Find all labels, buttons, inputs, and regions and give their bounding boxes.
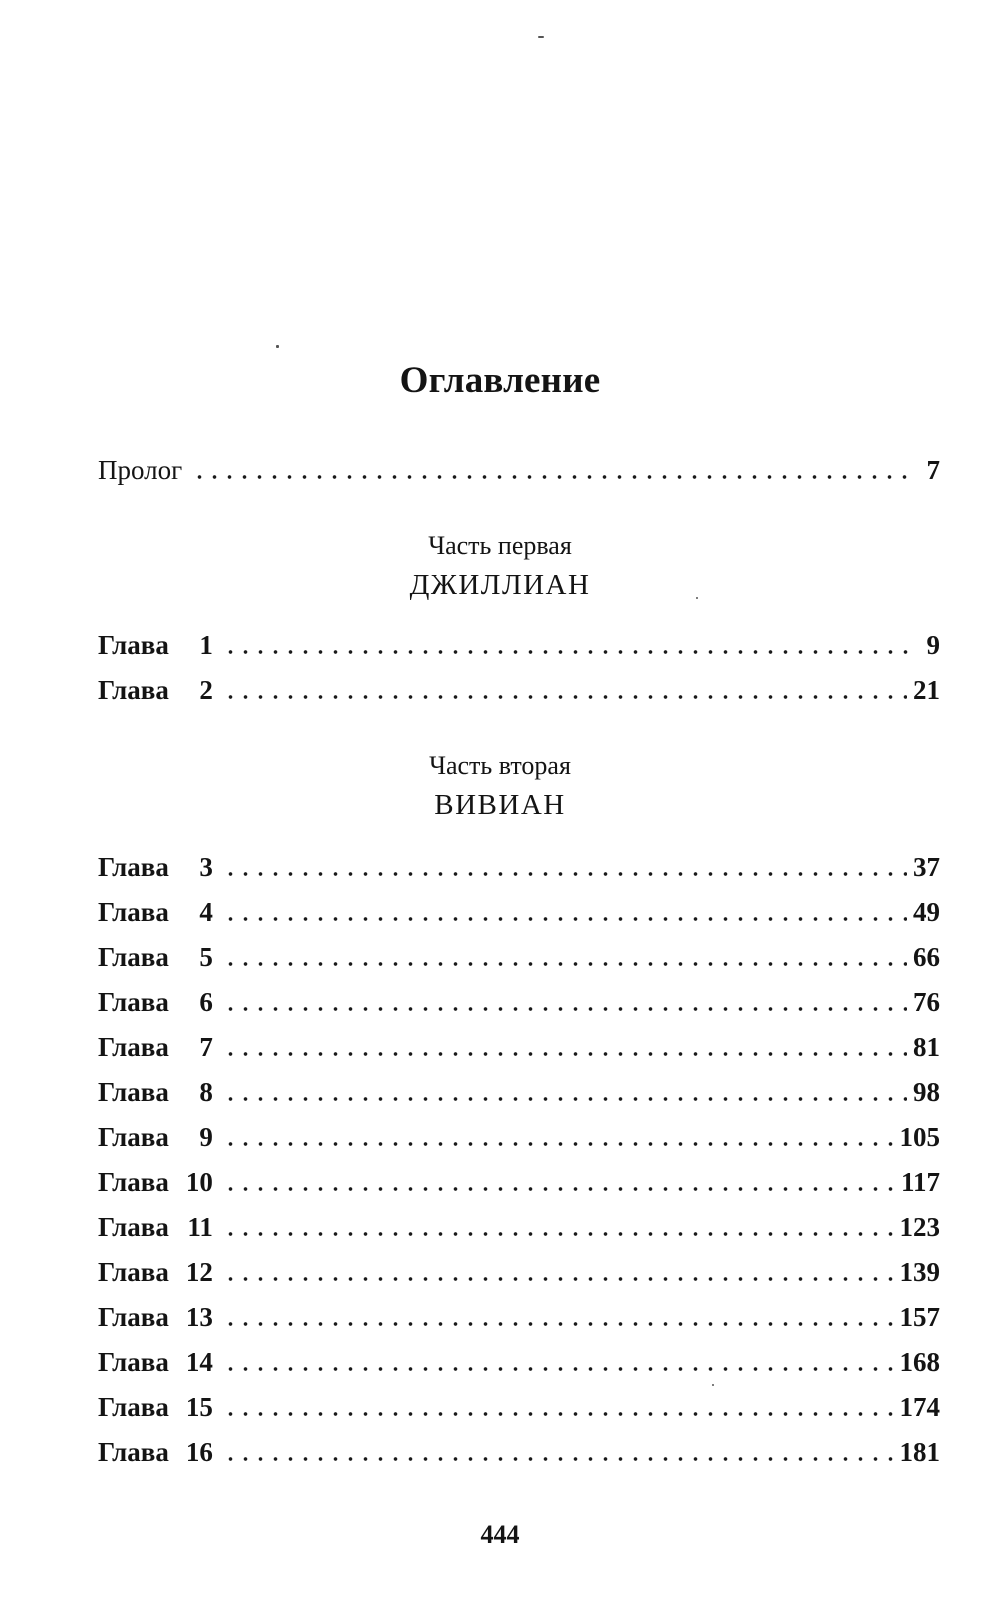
part-name: ВИВИАН bbox=[434, 789, 566, 821]
chapter-number: 3 bbox=[199, 852, 213, 882]
chapter-word: Глава bbox=[98, 987, 169, 1017]
toc-entry-chapter bbox=[98, 1385, 940, 1421]
toc-entry-label bbox=[98, 1169, 213, 1196]
toc-entry-label bbox=[98, 944, 213, 971]
dot-leader bbox=[223, 1187, 895, 1191]
chapter-word: Глава bbox=[98, 675, 169, 705]
part-name: ДЖИЛЛИАН bbox=[409, 569, 591, 601]
dot-leader bbox=[223, 1007, 907, 1011]
chapter-word: Глава bbox=[98, 1437, 169, 1467]
toc-entry-chapter bbox=[98, 1070, 940, 1106]
toc-entry-label bbox=[98, 854, 213, 881]
toc-entry-chapter bbox=[98, 935, 940, 971]
chapter-word: Глава bbox=[98, 942, 169, 972]
dot-leader bbox=[223, 1322, 894, 1326]
toc-entry-label bbox=[98, 899, 213, 926]
dot-leader bbox=[223, 1412, 894, 1416]
scan-speck bbox=[276, 345, 279, 348]
dot-leader bbox=[192, 475, 912, 479]
chapter-number: 12 bbox=[185, 1257, 213, 1287]
toc-entry-page: 168 bbox=[899, 1347, 940, 1377]
toc-entry-chapter bbox=[98, 845, 940, 881]
chapter-number: 15 bbox=[185, 1392, 213, 1422]
toc-entry-label bbox=[98, 677, 213, 704]
toc-entry-page: 139 bbox=[899, 1257, 940, 1287]
toc-entry-chapter bbox=[98, 1250, 940, 1286]
chapter-word: Глава bbox=[98, 1167, 169, 1197]
toc-entry-page: 21 bbox=[913, 675, 940, 705]
chapter-word: Глава bbox=[98, 897, 169, 927]
dot-leader bbox=[223, 917, 907, 921]
chapter-number: 6 bbox=[199, 987, 213, 1017]
toc-entry-page: 37 bbox=[913, 852, 940, 882]
toc-entry-chapter bbox=[98, 1160, 940, 1196]
chapter-number: 4 bbox=[199, 897, 213, 927]
toc-entry-chapter bbox=[98, 668, 940, 704]
chapter-number: 14 bbox=[185, 1347, 213, 1377]
chapter-word: Глава bbox=[98, 1302, 169, 1332]
dot-leader bbox=[223, 695, 907, 699]
page-number: 444 bbox=[480, 1520, 520, 1549]
chapter-number: 5 bbox=[199, 942, 213, 972]
chapter-number: 11 bbox=[187, 1212, 213, 1242]
toc-entry-label bbox=[98, 1214, 213, 1241]
chapter-number: 8 bbox=[199, 1077, 213, 1107]
toc-entry-label bbox=[98, 989, 213, 1016]
toc-entry-label bbox=[98, 1124, 213, 1151]
chapter-word: Глава bbox=[98, 1257, 169, 1287]
toc-entry-label bbox=[98, 1034, 213, 1061]
toc-entry-prologue bbox=[98, 448, 940, 484]
chapter-word: Глава bbox=[98, 1032, 169, 1062]
toc-entry-page: 123 bbox=[899, 1212, 940, 1242]
chapter-word: Глава bbox=[98, 1212, 169, 1242]
toc-entry-page: 105 bbox=[899, 1122, 940, 1152]
chapter-number: 7 bbox=[199, 1032, 213, 1062]
toc-entry-chapter bbox=[98, 1115, 940, 1151]
toc-entry-chapter bbox=[98, 1340, 940, 1376]
chapter-number: 9 bbox=[199, 1122, 213, 1152]
dot-leader bbox=[223, 1142, 894, 1146]
toc-entry-page: 81 bbox=[913, 1032, 940, 1062]
chapter-word: Глава bbox=[98, 1347, 169, 1377]
toc-entry-page: 9 bbox=[926, 630, 940, 660]
dot-leader bbox=[223, 650, 912, 654]
dot-leader bbox=[223, 1052, 907, 1056]
chapter-word: Глава bbox=[98, 1392, 169, 1422]
toc-entry-page: 157 bbox=[899, 1302, 940, 1332]
toc-entry-label bbox=[98, 1259, 213, 1286]
toc-entry-page: 98 bbox=[913, 1077, 940, 1107]
part-label: Часть вторая bbox=[429, 751, 571, 780]
toc-entry-page: 117 bbox=[900, 1167, 940, 1197]
toc-entry-page: 181 bbox=[899, 1437, 940, 1467]
chapter-word: Глава bbox=[98, 1122, 169, 1152]
toc-entry-page: 76 bbox=[913, 987, 940, 1017]
chapter-word: Глава bbox=[98, 630, 169, 660]
dot-leader bbox=[223, 1457, 894, 1461]
dot-leader bbox=[223, 872, 907, 876]
toc-entry-chapter bbox=[98, 1295, 940, 1331]
part-label: Часть первая bbox=[428, 531, 572, 560]
toc-entry-label: Пролог bbox=[98, 455, 183, 485]
toc-entry-chapter bbox=[98, 980, 940, 1016]
chapter-number: 1 bbox=[199, 630, 213, 660]
toc-entry-chapter bbox=[98, 1025, 940, 1061]
toc-entry-chapter bbox=[98, 890, 940, 926]
chapter-word: Глава bbox=[98, 852, 169, 882]
toc-entry-label bbox=[98, 632, 213, 659]
toc-entry-page: 174 bbox=[899, 1392, 940, 1422]
toc-entry-page: 49 bbox=[913, 897, 940, 927]
toc-entry-label bbox=[98, 1349, 213, 1376]
toc-entry-page: 66 bbox=[913, 942, 940, 972]
chapter-number: 2 bbox=[199, 675, 213, 705]
dot-leader bbox=[223, 1232, 894, 1236]
page-title: Оглавление bbox=[399, 360, 601, 401]
toc-entry-label bbox=[98, 1394, 213, 1421]
toc-entry-chapter bbox=[98, 1430, 940, 1466]
dot-leader bbox=[223, 962, 907, 966]
toc-entry-label bbox=[98, 1304, 213, 1331]
dot-leader bbox=[223, 1097, 907, 1101]
chapter-word: Глава bbox=[98, 1077, 169, 1107]
chapter-number: 13 bbox=[185, 1302, 213, 1332]
toc-entry-chapter bbox=[98, 1205, 940, 1241]
scan-speck bbox=[538, 36, 544, 38]
chapter-number: 16 bbox=[185, 1437, 213, 1467]
toc-entry-chapter bbox=[98, 623, 940, 659]
toc-entry-page: 7 bbox=[926, 455, 940, 485]
toc-entry-label bbox=[98, 1439, 213, 1466]
toc-entry-label bbox=[98, 1079, 213, 1106]
dot-leader bbox=[223, 1367, 894, 1371]
chapter-number: 10 bbox=[185, 1167, 213, 1197]
dot-leader bbox=[223, 1277, 894, 1281]
